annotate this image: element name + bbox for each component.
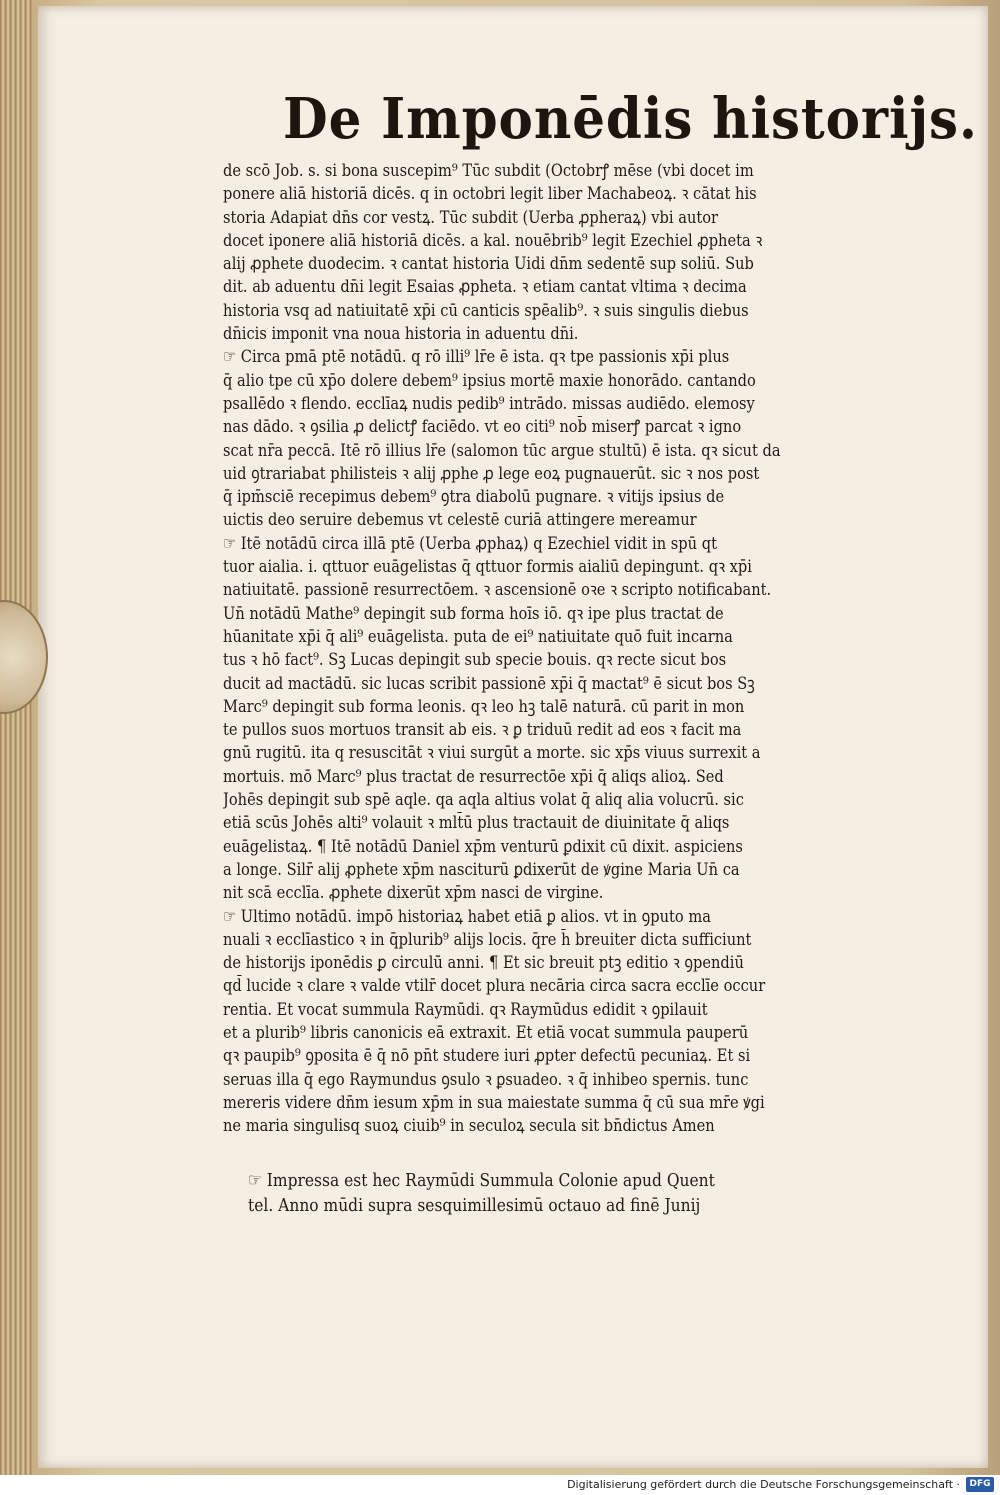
text-line: uictis deo seruire debemus vt celestē curiā attingere mereamur [223, 510, 697, 531]
text-line: ponere aliā historiā dicēs. q in octobri legit liber Machabeoꝝ. ꝛ cātat his [223, 184, 757, 205]
text-line: etiā scūs Johēs alti⁹ volauit ꝛ mlt̄ū plus tractauit de diuinitate q̄ aliqs [223, 813, 730, 834]
text-line: hūanitate xp̄i q̄ ali⁹ euāgelista. puta de ei⁹ natiuitate quō fuit incarna [223, 626, 733, 647]
text-line: mortuis. mō Marc⁹ plus tractat de resurrectōe xp̄i q̄ aliqs alioꝝ. Sed [223, 766, 724, 787]
body-text [223, 160, 923, 1138]
text-line: q̄ ipm̄sciē recepimus debem⁹ ꝯtra diabolū pugnare. ꝛ vitijs ipsius de [223, 487, 725, 508]
footer-bar [0, 1475, 1000, 1495]
text-line: dn̄icis imponit vna noua historia in aduentu dn̄i. [223, 324, 579, 345]
text-line: Johēs depingit sub spē aqle. qa aqla altius volat q̄ aliq alia volucrū. sic [223, 790, 744, 811]
text-line: Marc⁹ depingit sub forma leonis. qꝛ leo hꝫ talē naturā. cū parit in mon [223, 696, 745, 717]
footer-credit: Digitalisierung gefördert durch die Deutsche Forschungsgemeinschaft · [567, 1478, 960, 1491]
text-line: ne maria singulisq suoꝝ ciuib⁹ in seculoꝝ secula sit bn̄dictus Amen [223, 1116, 715, 1137]
text-line: q̄ alio tpe cū xp̄o dolere debem⁹ ipsius mortē maxie honorādo. cantando [223, 370, 756, 391]
text-line: tel. Anno mūdi supra sesquimillesimū octauo ad finē Junij [248, 1195, 701, 1216]
text-line: qꝛ paupib⁹ ꝯposita ē q̄ nō pn̄t studere iuri ꝓpter defectū pecuniaꝝ. Et si [223, 1046, 751, 1067]
text-line: de scō Job. s. si bona suscepim⁹ Tūc subdit (Octobrꝭ mēse (vbi docet im [223, 161, 754, 181]
text-line: dit. ab aduentu dn̄i legit Esaias ꝓpheta. ꝛ etiam cantat vltima ꝛ decima [223, 277, 747, 298]
text-line: de historijs iponēdis ꝑ circulū anni. ¶ Et sic breuit ptꝫ editio ꝛ ꝯpendiū [223, 953, 744, 974]
text-line: qd̄ lucide ꝛ clare ꝛ valde vtilr̄ docet plura necāria circa sacra ecclīe occur [223, 976, 766, 997]
text-line: ☞ Impressa est hec Raymūdi Summula Colonie apud Quent [248, 1170, 715, 1191]
book-page-edges [0, 0, 32, 1475]
page-heading: De Imponēdis historijs. [283, 86, 978, 152]
text-line: docet iponere aliā historiā dicēs. a kal. nouēbrib⁹ legit Ezechiel ꝓpheta ꝛ [223, 230, 763, 251]
text-line: tus ꝛ hō fact⁹. Sꝫ Lucas depingit sub specie bouis. qꝛ recte sicut bos [223, 650, 727, 671]
colophon [248, 1168, 948, 1218]
text-line: te pullos suos mortuos transit ab eis. ꝛ ꝑ triduū redit ad eos ꝛ facit ma [223, 720, 742, 741]
text-line: nuali ꝛ ecclīastico ꝛ in q̄plurib⁹ alijs locis. q̄re h̄ breuiter dicta sufficiunt [223, 929, 752, 950]
text-line: nas dādo. ꝛ ꝯsilia ꝓ delictꝭ faciēdo. vt eo citi⁹ nob̄ miserꝭ parcat ꝛ igno [223, 417, 742, 438]
text-line: ☞ Ultimo notādū. impō historiaꝝ habet etiā ꝑ alios. vt in ꝯputo ma [223, 906, 711, 927]
text-line: a longe. Silr̄ alij ꝓphete xp̄m nasciturū ꝑdixerūt de ꝟgine Maria Un̄ ca [223, 859, 740, 880]
text-line: Un̄ notādū Mathe⁹ depingit sub forma hoīs iō. qꝛ ipe plus tractat de [223, 603, 724, 624]
text-line: seruas illa q̄ ego Raymundus ꝯsulo ꝛ ꝑsuadeo. ꝛ q̄ inhibeo spernis. tunc [223, 1069, 749, 1090]
text-line: storia Adapiat dn̄s cor vestꝝ. Tūc subdit (Uerba ꝓpheraꝝ) vbi autor [223, 207, 719, 228]
text-line: natiuitatē. passionē resurrectōem. ꝛ ascensionē oꝛe ꝛ scripto notificabant. [223, 580, 772, 601]
text-line: ducit ad mactādū. sic lucas scribit passionē xp̄i q̄ mactat⁹ ē sicut bos Sꝫ [223, 673, 755, 694]
text-line: nit scā ecclīa. ꝓphete dixerūt xp̄m nasci de virgine. [223, 883, 604, 904]
book-page [38, 6, 988, 1468]
text-line: alij ꝓphete duodecim. ꝛ cantat historia Uidi dn̄m sedentē sup soliū. Sub [223, 254, 754, 275]
text-line: psallēdo ꝛ flendo. ecclīaꝝ nudis pedib⁹ intrādo. missas audiēdo. elemosy [223, 393, 755, 414]
dfg-logo-icon: DFG [966, 1477, 994, 1492]
text-line: uid ꝯtrariabat philisteis ꝛ alij ꝓphe ꝓ lege eoꝝ pugnauerūt. sic ꝛ nos post [223, 463, 760, 484]
text-line: tuor aialia. i. qttuor euāgelistas q̄ qttuor formis aialiū depingunt. qꝛ xp̄i [223, 557, 752, 578]
text-line: scat nr̄a peccā. Itē rō illius lr̄e (salomon tūc argue stultū) ē ista. qꝛ sicut da [223, 440, 781, 461]
text-line: historia vsq ad natiuitatē xp̄i cū canticis spēalib⁹. ꝛ suis singulis diebus [223, 300, 749, 321]
text-line: et a plurib⁹ libris canonicis eā extraxit. Et etiā vocat summula pauperū [223, 1022, 749, 1043]
text-line: rentia. Et vocat summula Raymūdi. qꝛ Raymūdus edidit ꝛ ꝯpilauit [223, 999, 708, 1020]
text-line: mereris videre dn̄m iesum xp̄m in sua maiestate summa q̄ cū sua mr̄e ꝟgi [223, 1092, 765, 1113]
text-line: gnū rugitū. ita q resuscitāt ꝛ viui surgūt a morte. sic xp̄s viuus surrexit a [223, 743, 761, 764]
text-line: ☞ Circa pmā ptē notādū. q rō illi⁹ lr̄e ē ista. qꝛ tpe passionis xp̄i plus [223, 347, 730, 368]
text-line: ☞ Itē notādū circa illā ptē (Uerba ꝓphaꝝ) q Ezechiel vidit in spū qt [223, 533, 717, 554]
text-line: euāgelistaꝝ. ¶ Itē notādū Daniel xp̄m venturū ꝑdixit cū dixit. aspiciens [223, 836, 743, 857]
